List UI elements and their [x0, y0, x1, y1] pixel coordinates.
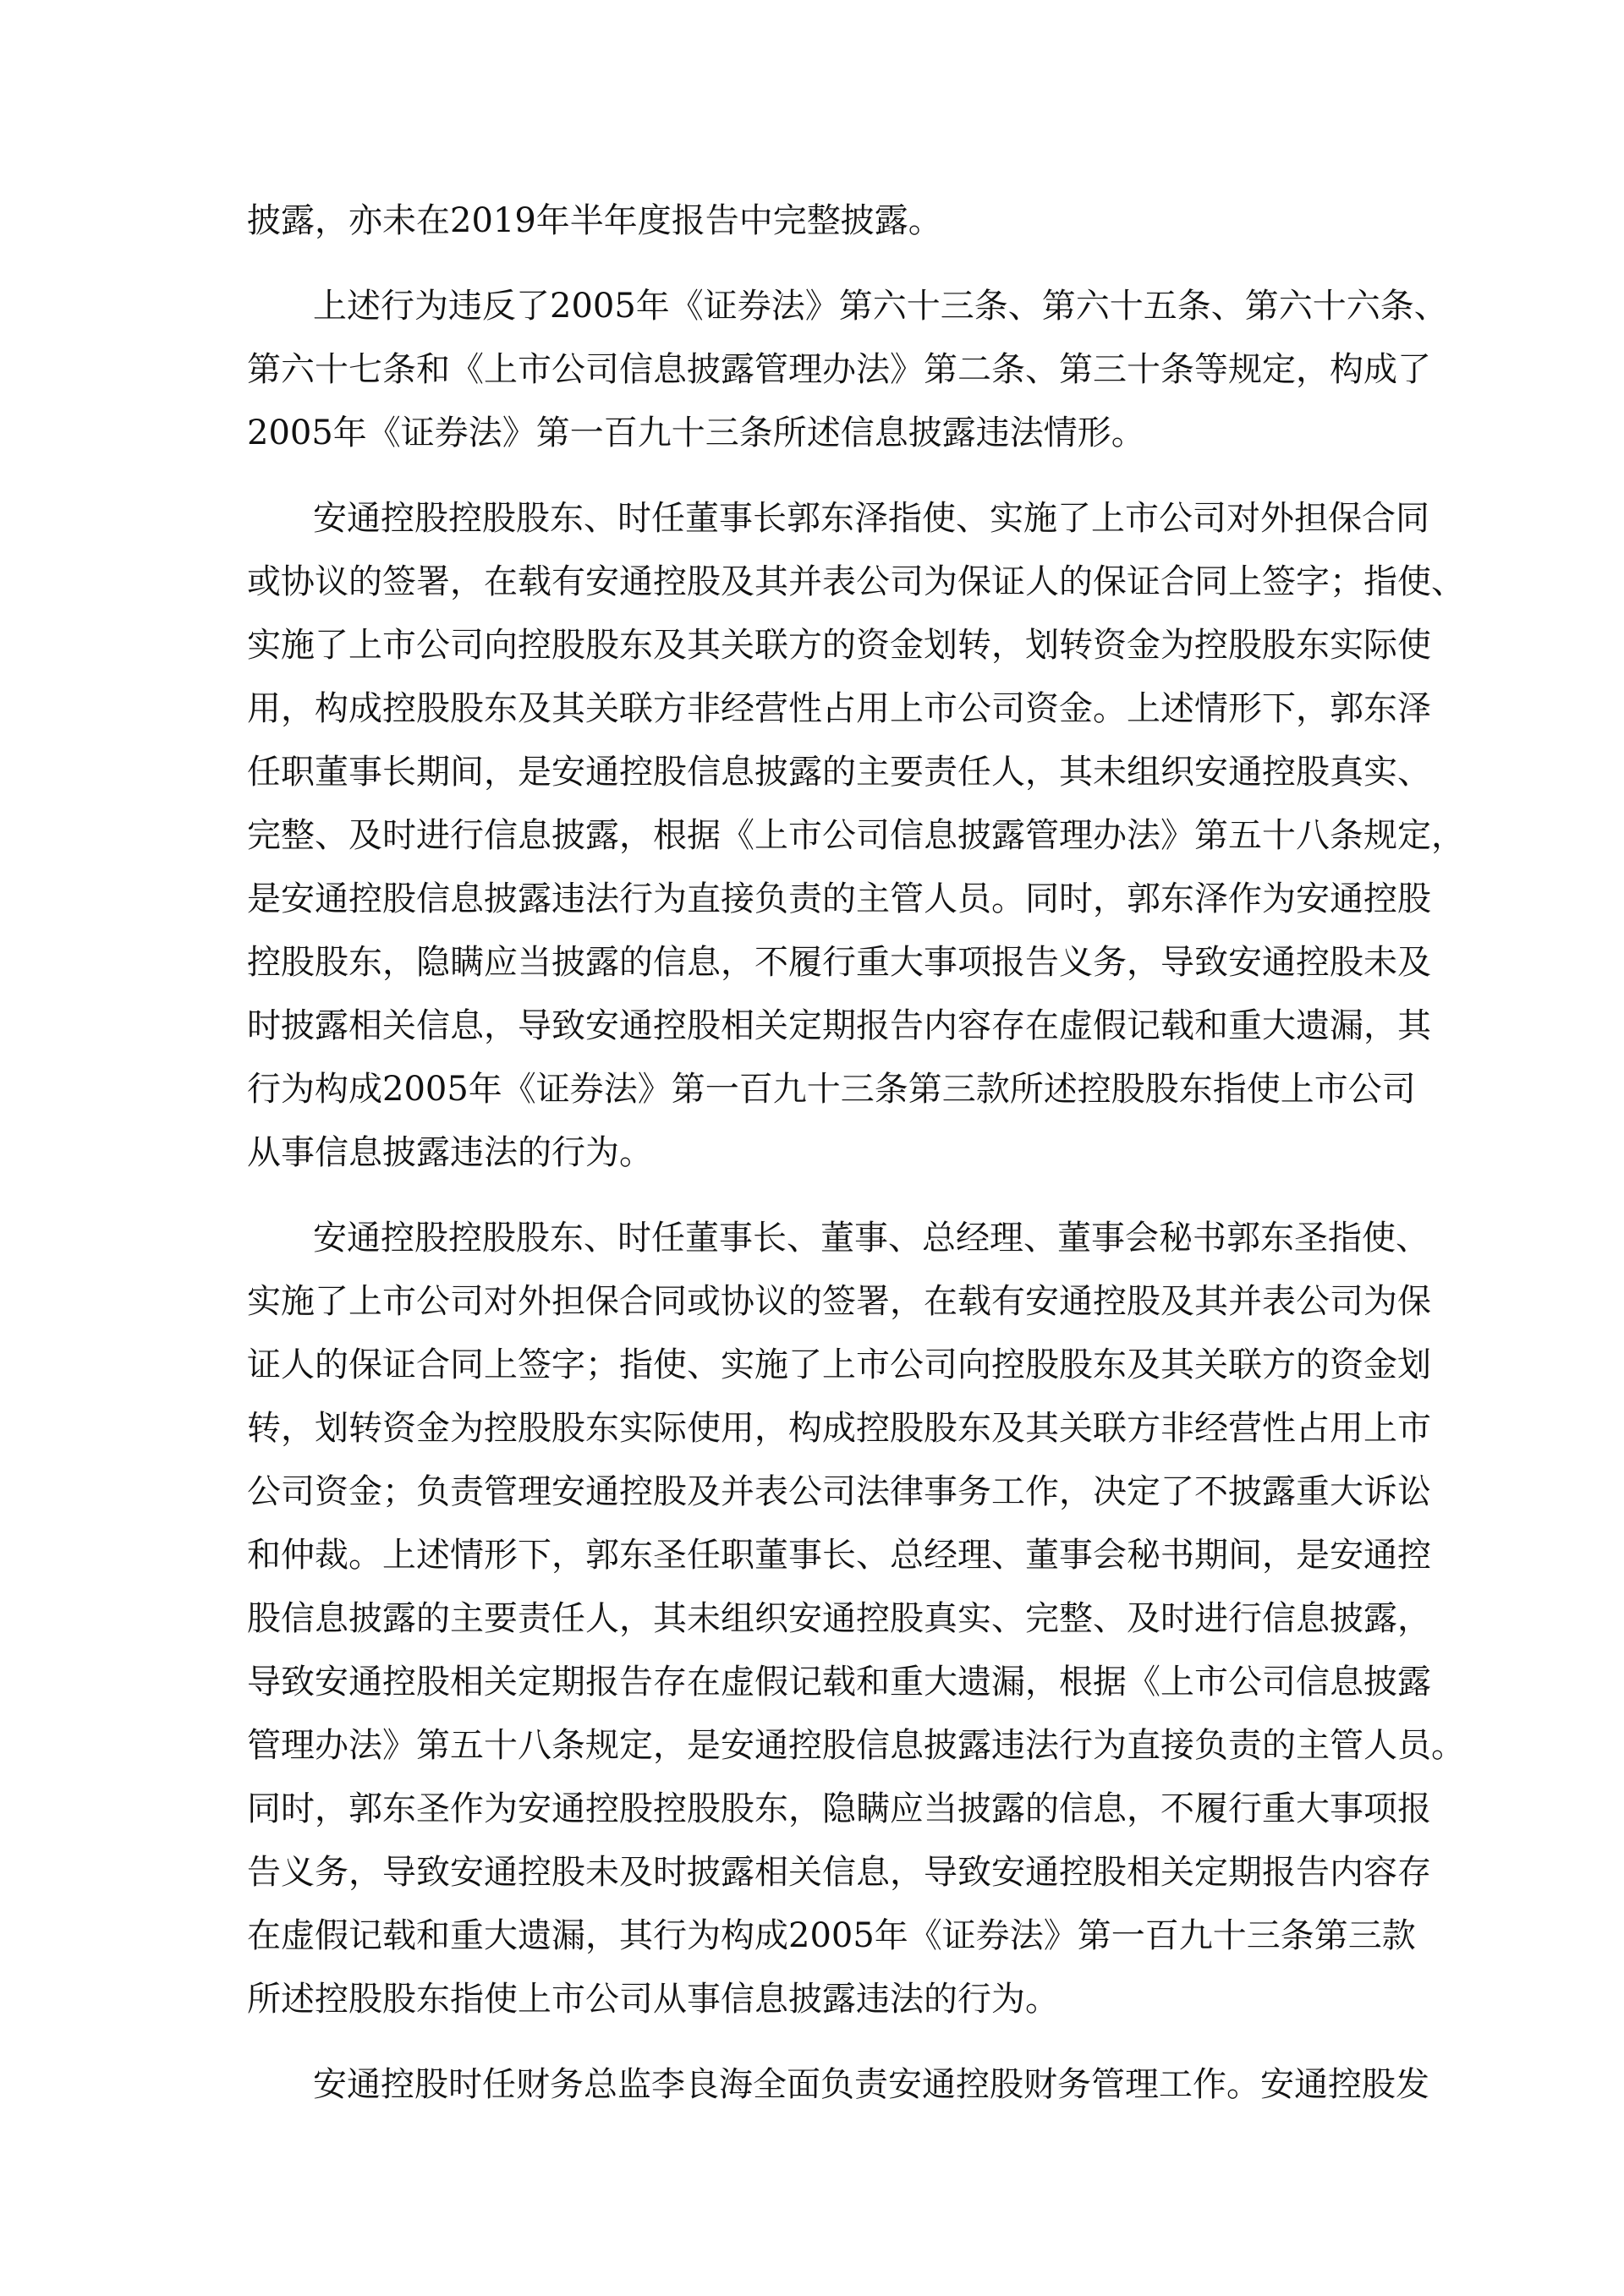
text-line: 第六十七条和《上市公司信息披露管理办法》第二条、第三十条等规定，构成了	[247, 350, 1431, 389]
text-line: 或协议的签署，在载有安通控股及其并表公司为保证人的保证合同上签字；指使、	[247, 562, 1465, 601]
text-line: 导致安通控股相关定期报告存在虚假记载和重大遗漏，根据《上市公司信息披露	[247, 1663, 1431, 1701]
text-line: 告义务，导致安通控股未及时披露相关信息，导致安通控股相关定期报告内容存	[247, 1853, 1431, 1892]
text-line: 时披露相关信息，导致安通控股相关定期报告内容存在虚假记载和重大遗漏，其	[247, 1006, 1431, 1045]
text-line: 管理办法》第五十八条规定，是安通控股信息披露违法行为直接负责的主管人员。	[247, 1726, 1465, 1765]
paragraph	[247, 275, 1448, 465]
text-line: 证人的保证合同上签字；指使、实施了上市公司向控股股东及其关联方的资金划	[247, 1345, 1431, 1384]
text-line: 安通控股时任财务总监李良海全面负责安通控股财务管理工作。安通控股发	[313, 2065, 1429, 2104]
document-page	[247, 189, 1465, 2139]
text-line: 所述控股股东指使上市公司从事信息披露违法的行为。	[247, 1980, 1059, 2019]
text-line: 上述行为违反了2005年《证券法》第六十三条、第六十五条、第六十六条、	[313, 287, 1448, 326]
text-line: 控股股东，隐瞒应当披露的信息，不履行重大事项报告义务，导致安通控股未及	[247, 943, 1431, 982]
text-line: 股信息披露的主要责任人，其未组织安通控股真实、完整、及时进行信息披露，	[247, 1599, 1431, 1638]
text-line: 完整、及时进行信息披露，根据《上市公司信息披露管理办法》第五十八条规定，	[247, 816, 1465, 855]
text-line: 转，划转资金为控股股东实际使用，构成控股股东及其关联方非经营性占用上市	[247, 1409, 1431, 1448]
text-line: 和仲裁。上述情形下，郭东圣任职董事长、总经理、董事会秘书期间，是安通控	[247, 1536, 1431, 1575]
text-line: 安通控股控股股东、时任董事长郭东泽指使、实施了上市公司对外担保合同	[313, 499, 1429, 538]
text-line: 同时，郭东圣作为安通控股控股股东，隐瞒应当披露的信息，不履行重大事项报	[247, 1789, 1431, 1828]
paragraph	[247, 189, 1384, 253]
paragraph	[247, 487, 1465, 1185]
paragraph	[247, 2053, 1429, 2117]
text-line: 公司资金；负责管理安通控股及并表公司法律事务工作，决定了不披露重大诉讼	[247, 1472, 1431, 1511]
text-line: 实施了上市公司向控股股东及其关联方的资金划转，划转资金为控股股东实际使	[247, 626, 1431, 665]
text-line: 用，构成控股股东及其关联方非经营性占用上市公司资金。上述情形下，郭东泽	[247, 689, 1431, 728]
text-line: 披露，亦未在2019年半年度报告中完整披露。	[247, 201, 942, 240]
text-line: 安通控股控股股东、时任董事长、董事、总经理、董事会秘书郭东圣指使、	[313, 1219, 1429, 1258]
text-line: 是安通控股信息披露违法行为直接负责的主管人员。同时，郭东泽作为安通控股	[247, 879, 1431, 918]
text-line: 2005年《证券法》第一百九十三条所述信息披露违法情形。	[247, 414, 1145, 452]
text-line: 实施了上市公司对外担保合同或协议的签署，在载有安通控股及其并表公司为保	[247, 1282, 1431, 1321]
text-line: 从事信息披露违法的行为。	[247, 1133, 653, 1172]
text-line: 行为构成2005年《证券法》第一百九十三条第三款所述控股股东指使上市公司	[247, 1070, 1416, 1109]
text-line: 在虚假记载和重大遗漏，其行为构成2005年《证券法》第一百九十三条第三款	[247, 1916, 1416, 1955]
paragraph	[247, 1207, 1465, 2031]
text-line: 任职董事长期间，是安通控股信息披露的主要责任人，其未组织安通控股真实、	[247, 753, 1431, 792]
